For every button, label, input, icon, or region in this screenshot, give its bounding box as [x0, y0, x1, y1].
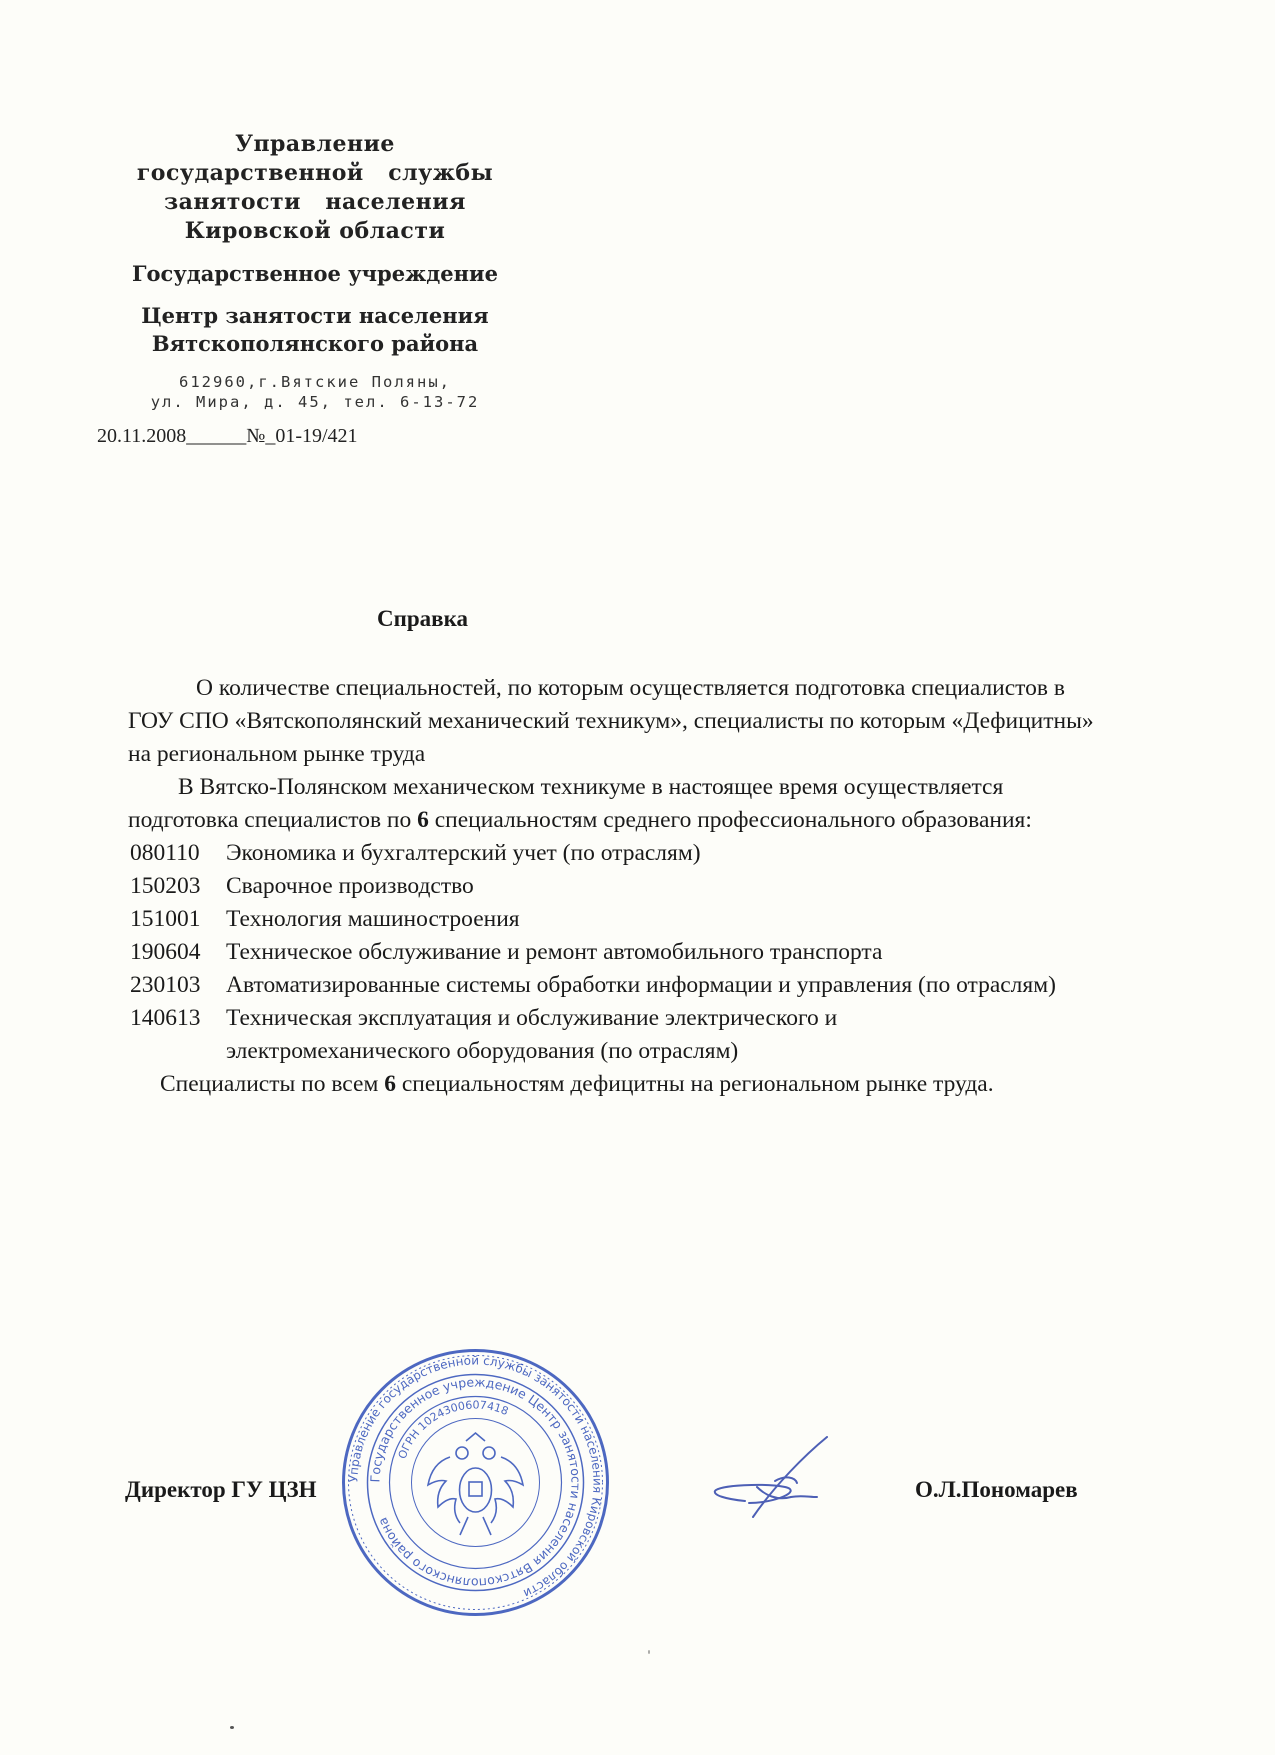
agency-line: Кировской области	[184, 218, 446, 244]
specialty-item	[130, 936, 1130, 969]
main-paragraph-text: В Вятско-Полянском механическом техникуме в настоящее время осуществляется подготовка специалистов по	[128, 774, 1004, 833]
agency-line: государственной службы	[136, 160, 494, 186]
specialty-item	[130, 969, 1130, 1002]
stamp-ogrn: ОГРН 1024300607418	[395, 1398, 511, 1461]
specialty-code: 150203	[130, 873, 201, 899]
center-name-line: Центр занятости населения	[141, 303, 489, 328]
official-stamp	[338, 1345, 613, 1620]
specialty-name: Сварочное производство	[226, 873, 474, 899]
specialty-item	[130, 837, 1130, 870]
main-paragraph-text: специальностям среднего профессионального образования:	[428, 807, 1032, 833]
specialty-name: Техническое обслуживание и ремонт автомобильного транспорта	[226, 939, 883, 965]
specialty-code: 140613	[130, 1005, 201, 1031]
handwritten-signature	[705, 1425, 855, 1535]
scan-speck	[230, 1726, 234, 1729]
specialty-code: 230103	[130, 972, 201, 998]
institution-type: Государственное учреждение	[132, 261, 498, 286]
address-line: 612960,г.Вятские Поляны,	[179, 373, 451, 391]
letterhead	[95, 130, 535, 412]
signatory-role: Директор ГУ ЦЗН	[125, 1477, 317, 1502]
stamp-middle-text: Государственное учреждение Центр занятости населения Вятскополянского района	[367, 1374, 584, 1591]
specialty-count: 6	[384, 1071, 396, 1097]
specialty-code: 080110	[130, 840, 200, 866]
specialty-code: 190604	[130, 939, 201, 965]
eagle-emblem-icon	[428, 1433, 523, 1535]
address-line: ул. Мира, д. 45, тел. 6-13-72	[150, 393, 480, 411]
registration-number: 20.11.2008______№_01-19/421	[97, 425, 358, 447]
specialty-count: 6	[417, 807, 429, 833]
closing-paragraph	[118, 1068, 1058, 1101]
closing-text: специальностям дефицитны на региональном рынке труда.	[395, 1071, 994, 1097]
specialty-list	[130, 837, 1130, 1068]
specialty-name: Автоматизированные системы обработки информации и управления (по отраслям)	[226, 972, 1056, 998]
document-title: Справка	[377, 606, 468, 631]
specialty-code: 151001	[130, 906, 201, 932]
specialty-item	[130, 870, 1130, 903]
address	[95, 372, 535, 412]
specialty-name: Экономика и бухгалтерский учет (по отраслям)	[226, 840, 701, 866]
intro-paragraph: О количестве специальностей, по которым осуществляется подготовка специалистов в ГОУ СПО «Вятскополянский механический техникум», специалисты по которым «Дефицитны» на региональном рынке труда	[128, 675, 1094, 767]
specialty-name: Техническая эксплуатация и обслуживание электрического и электромеханического оборудования (по отраслям)	[226, 1005, 838, 1064]
specialty-item	[130, 1002, 1130, 1068]
main-paragraph	[128, 771, 1088, 837]
specialty-item	[130, 903, 1130, 936]
stamp-outer-text: Управление государственной службы занятости населения Кировской области	[346, 1353, 605, 1601]
closing-text: Специалисты по всем	[160, 1071, 385, 1097]
document-body	[130, 672, 1130, 1101]
scan-speck	[648, 1650, 650, 1654]
agency-line: Управление	[235, 131, 395, 157]
center-name-line: Вятскополянского района	[151, 331, 479, 356]
specialty-name: Технология машиностроения	[226, 906, 520, 932]
agency-line: занятости населения	[164, 189, 466, 215]
signatory-name: О.Л.Пономарев	[915, 1477, 1078, 1502]
